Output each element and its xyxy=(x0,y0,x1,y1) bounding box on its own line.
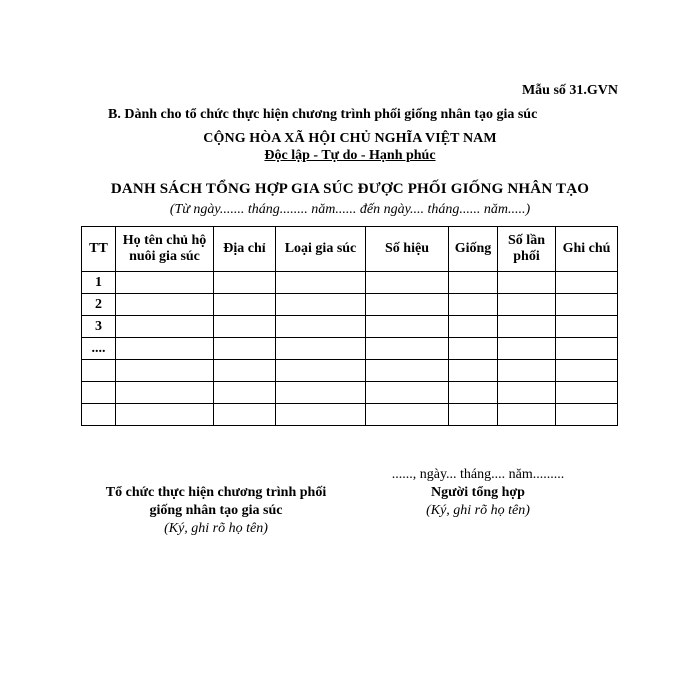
compiler-signature-block xyxy=(376,466,580,520)
breed-cell xyxy=(449,316,498,338)
table-row xyxy=(82,316,618,338)
section-heading: B. Dành cho tổ chức thực hiện chương trình phối giống nhân tạo gia súc xyxy=(108,107,538,122)
compiler-title: Người tổng hợp xyxy=(431,485,525,500)
id-cell xyxy=(366,316,449,338)
table-row xyxy=(82,382,618,404)
document-title: DANH SÁCH TỔNG HỢP GIA SÚC ĐƯỢC PHỐI GIỐNG NHÂN TẠO xyxy=(110,181,590,197)
address-cell xyxy=(214,294,276,316)
table-row xyxy=(82,404,618,426)
id-cell xyxy=(366,382,449,404)
notes-cell xyxy=(556,316,618,338)
row-number: 3 xyxy=(82,316,116,338)
header-owner-name: Họ tên chủ hộ nuôi gia súc xyxy=(116,227,214,272)
count-cell xyxy=(498,382,556,404)
count-cell xyxy=(498,404,556,426)
table-row xyxy=(82,338,618,360)
header-livestock-type: Loại gia súc xyxy=(276,227,366,272)
type-cell xyxy=(276,316,366,338)
row-number xyxy=(82,404,116,426)
owner-cell xyxy=(116,404,214,426)
national-motto xyxy=(0,148,700,164)
notes-cell xyxy=(556,294,618,316)
address-cell xyxy=(214,338,276,360)
owner-cell xyxy=(116,316,214,338)
organization-label-line2: giống nhân tạo gia súc xyxy=(149,503,283,518)
breed-cell xyxy=(449,272,498,294)
header-insemination-count: Số lần phối xyxy=(498,227,556,272)
type-cell xyxy=(276,272,366,294)
organization-signature-block xyxy=(84,484,348,538)
owner-cell xyxy=(116,382,214,404)
type-cell xyxy=(276,338,366,360)
table-row xyxy=(82,294,618,316)
table-row xyxy=(82,360,618,382)
breed-cell xyxy=(449,382,498,404)
header-notes: Ghi chú xyxy=(556,227,618,272)
address-cell xyxy=(214,404,276,426)
type-cell xyxy=(276,382,366,404)
notes-cell xyxy=(556,272,618,294)
national-title: CỘNG HÒA XÃ HỘI CHỦ NGHĨA VIỆT NAM xyxy=(203,131,497,146)
count-cell xyxy=(498,360,556,382)
notes-cell xyxy=(556,360,618,382)
compiler-sign-note: (Ký, ghi rõ họ tên) xyxy=(426,503,530,518)
id-cell xyxy=(366,294,449,316)
breed-cell xyxy=(449,404,498,426)
header-breed: Giống xyxy=(449,227,498,272)
type-cell xyxy=(276,404,366,426)
breed-cell xyxy=(449,294,498,316)
count-cell xyxy=(498,294,556,316)
type-cell xyxy=(276,360,366,382)
header-address: Địa chỉ xyxy=(214,227,276,272)
notes-cell xyxy=(556,382,618,404)
row-number: 2 xyxy=(82,294,116,316)
organization-sign-note: (Ký, ghi rõ họ tên) xyxy=(164,521,268,536)
motto-text: Độc lập - Tự do - Hạnh phúc xyxy=(264,148,436,163)
owner-cell xyxy=(116,272,214,294)
type-cell xyxy=(276,294,366,316)
count-cell xyxy=(498,272,556,294)
document-period: (Từ ngày....... tháng........ năm...... đến ngày.... tháng...... năm.....) xyxy=(169,202,531,217)
id-cell xyxy=(366,272,449,294)
address-cell xyxy=(214,272,276,294)
row-number: 1 xyxy=(82,272,116,294)
row-number xyxy=(82,382,116,404)
breed-cell xyxy=(449,360,498,382)
notes-cell xyxy=(556,338,618,360)
row-number: .... xyxy=(82,338,116,360)
address-cell xyxy=(214,382,276,404)
id-cell xyxy=(366,404,449,426)
organization-label-line1: Tổ chức thực hiện chương trình phối xyxy=(105,485,327,500)
address-cell xyxy=(214,360,276,382)
owner-cell xyxy=(116,360,214,382)
table-row xyxy=(82,272,618,294)
address-cell xyxy=(214,316,276,338)
row-number xyxy=(82,360,116,382)
header-id-number: Số hiệu xyxy=(366,227,449,272)
id-cell xyxy=(366,338,449,360)
table-header-row xyxy=(82,227,618,272)
count-cell xyxy=(498,316,556,338)
notes-cell xyxy=(556,404,618,426)
owner-cell xyxy=(116,338,214,360)
id-cell xyxy=(366,360,449,382)
owner-cell xyxy=(116,294,214,316)
header-tt: TT xyxy=(82,227,116,272)
livestock-table xyxy=(81,226,618,426)
breed-cell xyxy=(449,338,498,360)
form-code: Mẫu số 31.GVN xyxy=(521,83,618,98)
count-cell xyxy=(498,338,556,360)
date-line: ......, ngày... tháng.... năm......... xyxy=(391,467,565,482)
